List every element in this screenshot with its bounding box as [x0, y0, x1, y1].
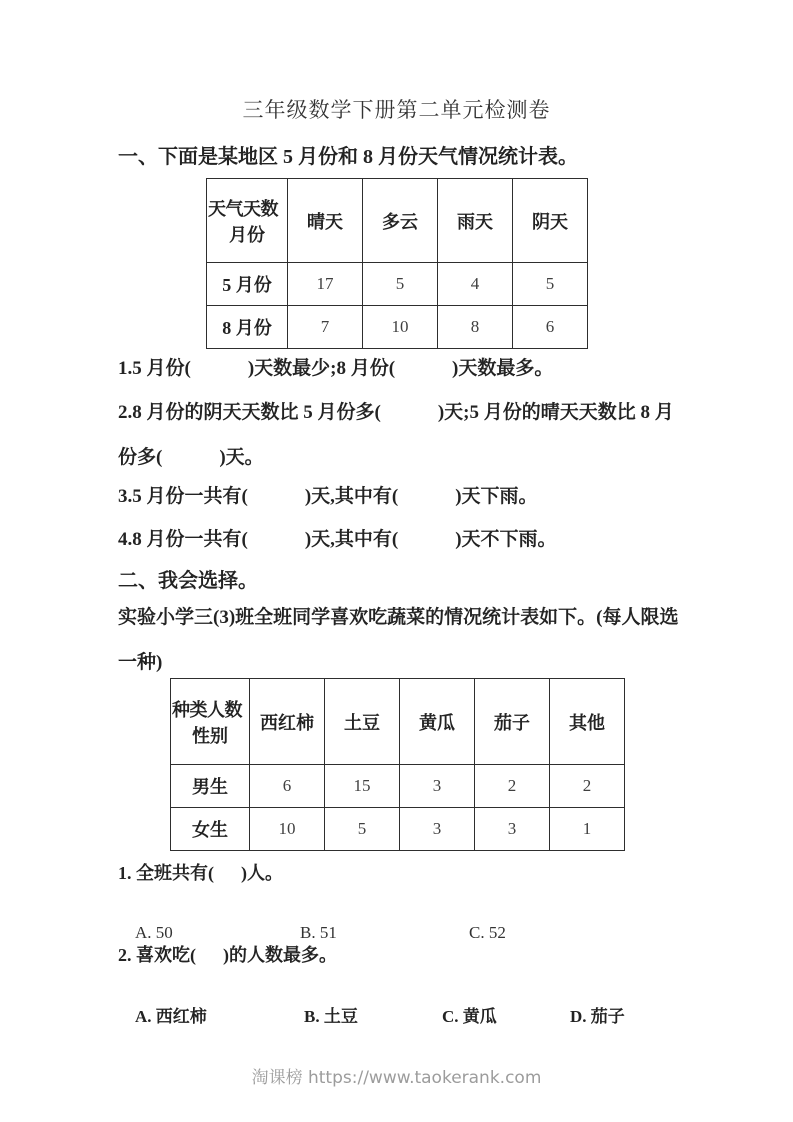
corner-top-label: 种类人数 [172, 699, 242, 720]
row-label-may: 5 月份 [207, 263, 288, 306]
data-cell: 1 [550, 808, 625, 851]
data-cell: 6 [250, 765, 325, 808]
column-header-cucumber: 黄瓜 [400, 679, 475, 765]
data-cell: 10 [250, 808, 325, 851]
question-4: 4.8 月份一共有( )天,其中有( )天不下雨。 [118, 529, 557, 550]
table-corner-cell [207, 179, 288, 263]
data-cell: 5 [325, 808, 400, 851]
section1-heading: 一、下面是某地区 5 月份和 8 月份天气情况统计表。 [118, 146, 578, 168]
section2-heading: 二、我会选择。 [118, 570, 258, 592]
data-cell: 17 [288, 263, 363, 306]
data-cell: 6 [513, 306, 588, 349]
option-d: D. 茄子 [570, 1007, 625, 1026]
table-corner-cell [171, 679, 250, 765]
option-a: A. 50 [135, 923, 173, 942]
corner-top-label: 天气天数 [208, 198, 278, 219]
data-cell: 4 [438, 263, 513, 306]
question-2-options [118, 987, 625, 1047]
section2-question-2: 2. 喜欢吃( )的人数最多。 [118, 945, 337, 965]
column-header-rainy: 雨天 [438, 179, 513, 263]
data-cell: 7 [288, 306, 363, 349]
data-cell: 3 [400, 765, 475, 808]
question-2-line-1: 2.8 月份的阴天天数比 5 月份多( )天;5 月份的晴天天数比 8 月 [118, 402, 674, 423]
data-cell: 15 [325, 765, 400, 808]
column-header-other: 其他 [550, 679, 625, 765]
column-header-tomato: 西红柿 [250, 679, 325, 765]
table-header-row [171, 679, 625, 765]
data-cell: 2 [550, 765, 625, 808]
corner-bottom-label: 月份 [229, 224, 265, 245]
column-header-eggplant: 茄子 [475, 679, 550, 765]
option-b: B. 51 [300, 923, 337, 942]
data-cell: 10 [363, 306, 438, 349]
data-cell: 3 [475, 808, 550, 851]
table-row [171, 765, 625, 808]
option-c: C. 黄瓜 [442, 1007, 497, 1026]
column-header-potato: 土豆 [325, 679, 400, 765]
section2-intro-line-1: 实验小学三(3)班全班同学喜欢吃蔬菜的情况统计表如下。(每人限选 [118, 607, 679, 628]
row-label-girls: 女生 [171, 808, 250, 851]
row-label-boys: 男生 [171, 765, 250, 808]
option-a: A. 西红柿 [135, 1007, 207, 1026]
page-title: 三年级数学下册第二单元检测卷 [242, 98, 551, 122]
question-1: 1.5 月份( )天数最少;8 月份( )天数最多。 [118, 358, 554, 379]
question-3: 3.5 月份一共有( )天,其中有( )天下雨。 [118, 486, 538, 507]
section2-question-1: 1. 全班共有( )人。 [118, 863, 283, 883]
option-c: C. 52 [469, 923, 506, 942]
data-cell: 5 [363, 263, 438, 306]
data-cell: 3 [400, 808, 475, 851]
question-2-line-2: 份多( )天。 [118, 447, 264, 468]
vegetable-stats-table [170, 678, 625, 851]
data-cell: 5 [513, 263, 588, 306]
data-cell: 8 [438, 306, 513, 349]
section2-intro-line-2: 一种) [118, 652, 163, 673]
option-b: B. 土豆 [304, 1007, 358, 1026]
table-row [207, 263, 588, 306]
column-header-overcast: 阴天 [513, 179, 588, 263]
table-row [171, 808, 625, 851]
table-row [207, 306, 588, 349]
data-cell: 2 [475, 765, 550, 808]
footer-credit: 淘课榜 https://www.taokerank.com [251, 1068, 542, 1088]
weather-stats-table [206, 178, 588, 349]
column-header-cloudy: 多云 [363, 179, 438, 263]
table-header-row [207, 179, 588, 263]
row-label-august: 8 月份 [207, 306, 288, 349]
column-header-sunny: 晴天 [288, 179, 363, 263]
corner-bottom-label: 性别 [192, 725, 228, 746]
